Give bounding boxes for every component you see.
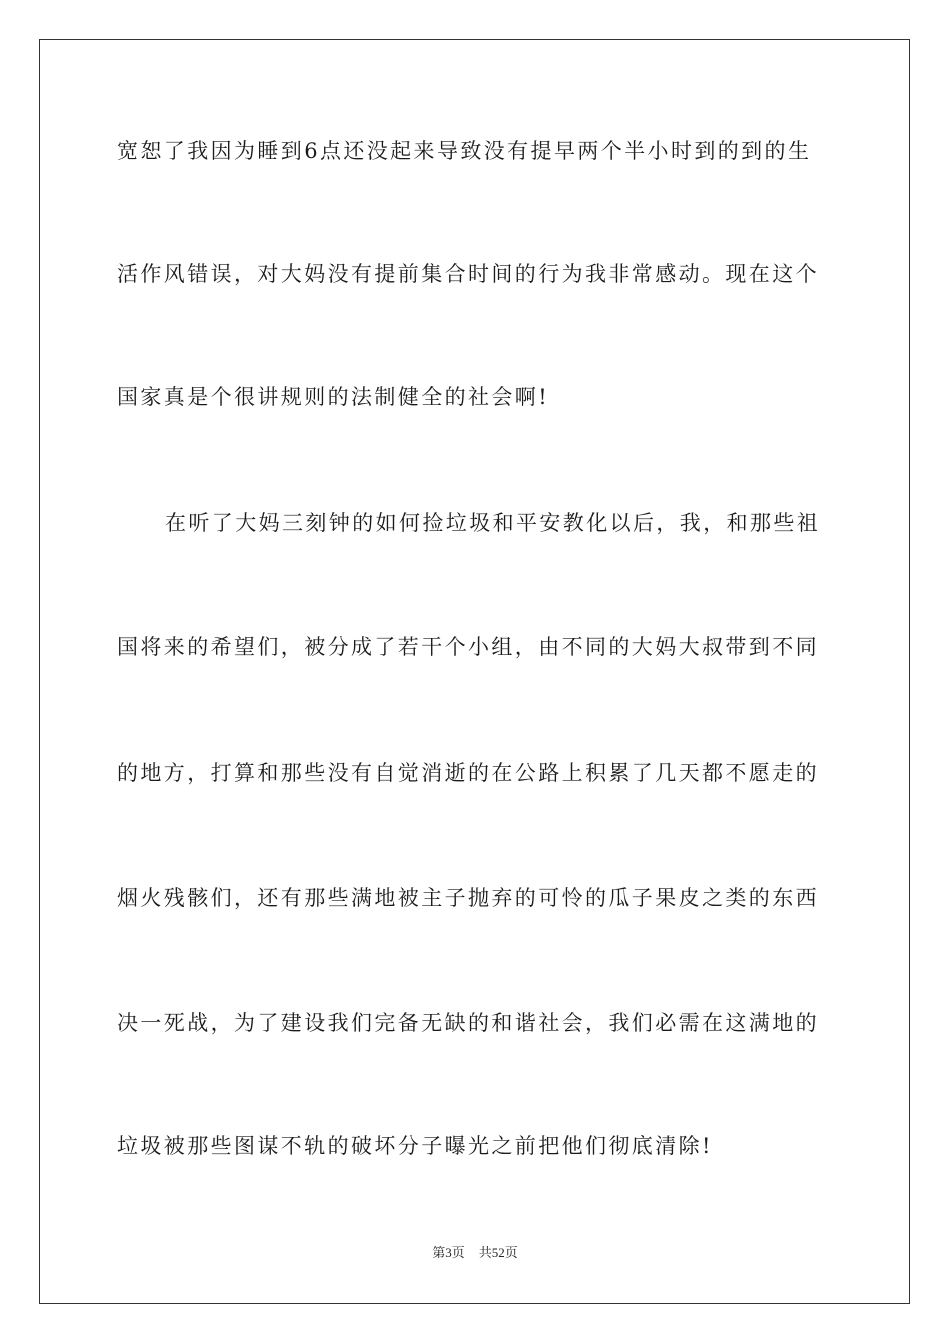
page-total: 共52页	[478, 1245, 518, 1260]
text-line: 烟火残骸们，还有那些满地被主子抛弃的可怜的瓜子果皮之类的东西	[117, 886, 819, 910]
page-number: 第3页	[432, 1245, 465, 1260]
page-border	[39, 39, 910, 1304]
text-line: 宽恕了我因为睡到6点还没起来导致没有提早两个半小时到的到的生	[117, 139, 812, 163]
text-line: 垃圾被那些图谋不轨的破坏分子曝光之前把他们彻底清除!	[117, 1134, 713, 1158]
text-line: 在听了大妈三刻钟的如何捡垃圾和平安教化以后，我，和那些祖	[165, 511, 821, 535]
text-line: 活作风错误，对大妈没有提前集合时间的行为我非常感动。现在这个	[117, 262, 819, 286]
text-line: 决一死战，为了建设我们完备无缺的和谐社会，我们必需在这满地的	[117, 1011, 819, 1035]
text-line: 国家真是个很讲规则的法制健全的社会啊!	[117, 385, 550, 409]
text-line: 的地方，打算和那些没有自觉消逝的在公路上积累了几天都不愿走的	[117, 761, 819, 785]
text-line: 国将来的希望们，被分成了若干个小组，由不同的大妈大叔带到不同	[117, 635, 819, 659]
page-footer	[0, 1244, 950, 1262]
